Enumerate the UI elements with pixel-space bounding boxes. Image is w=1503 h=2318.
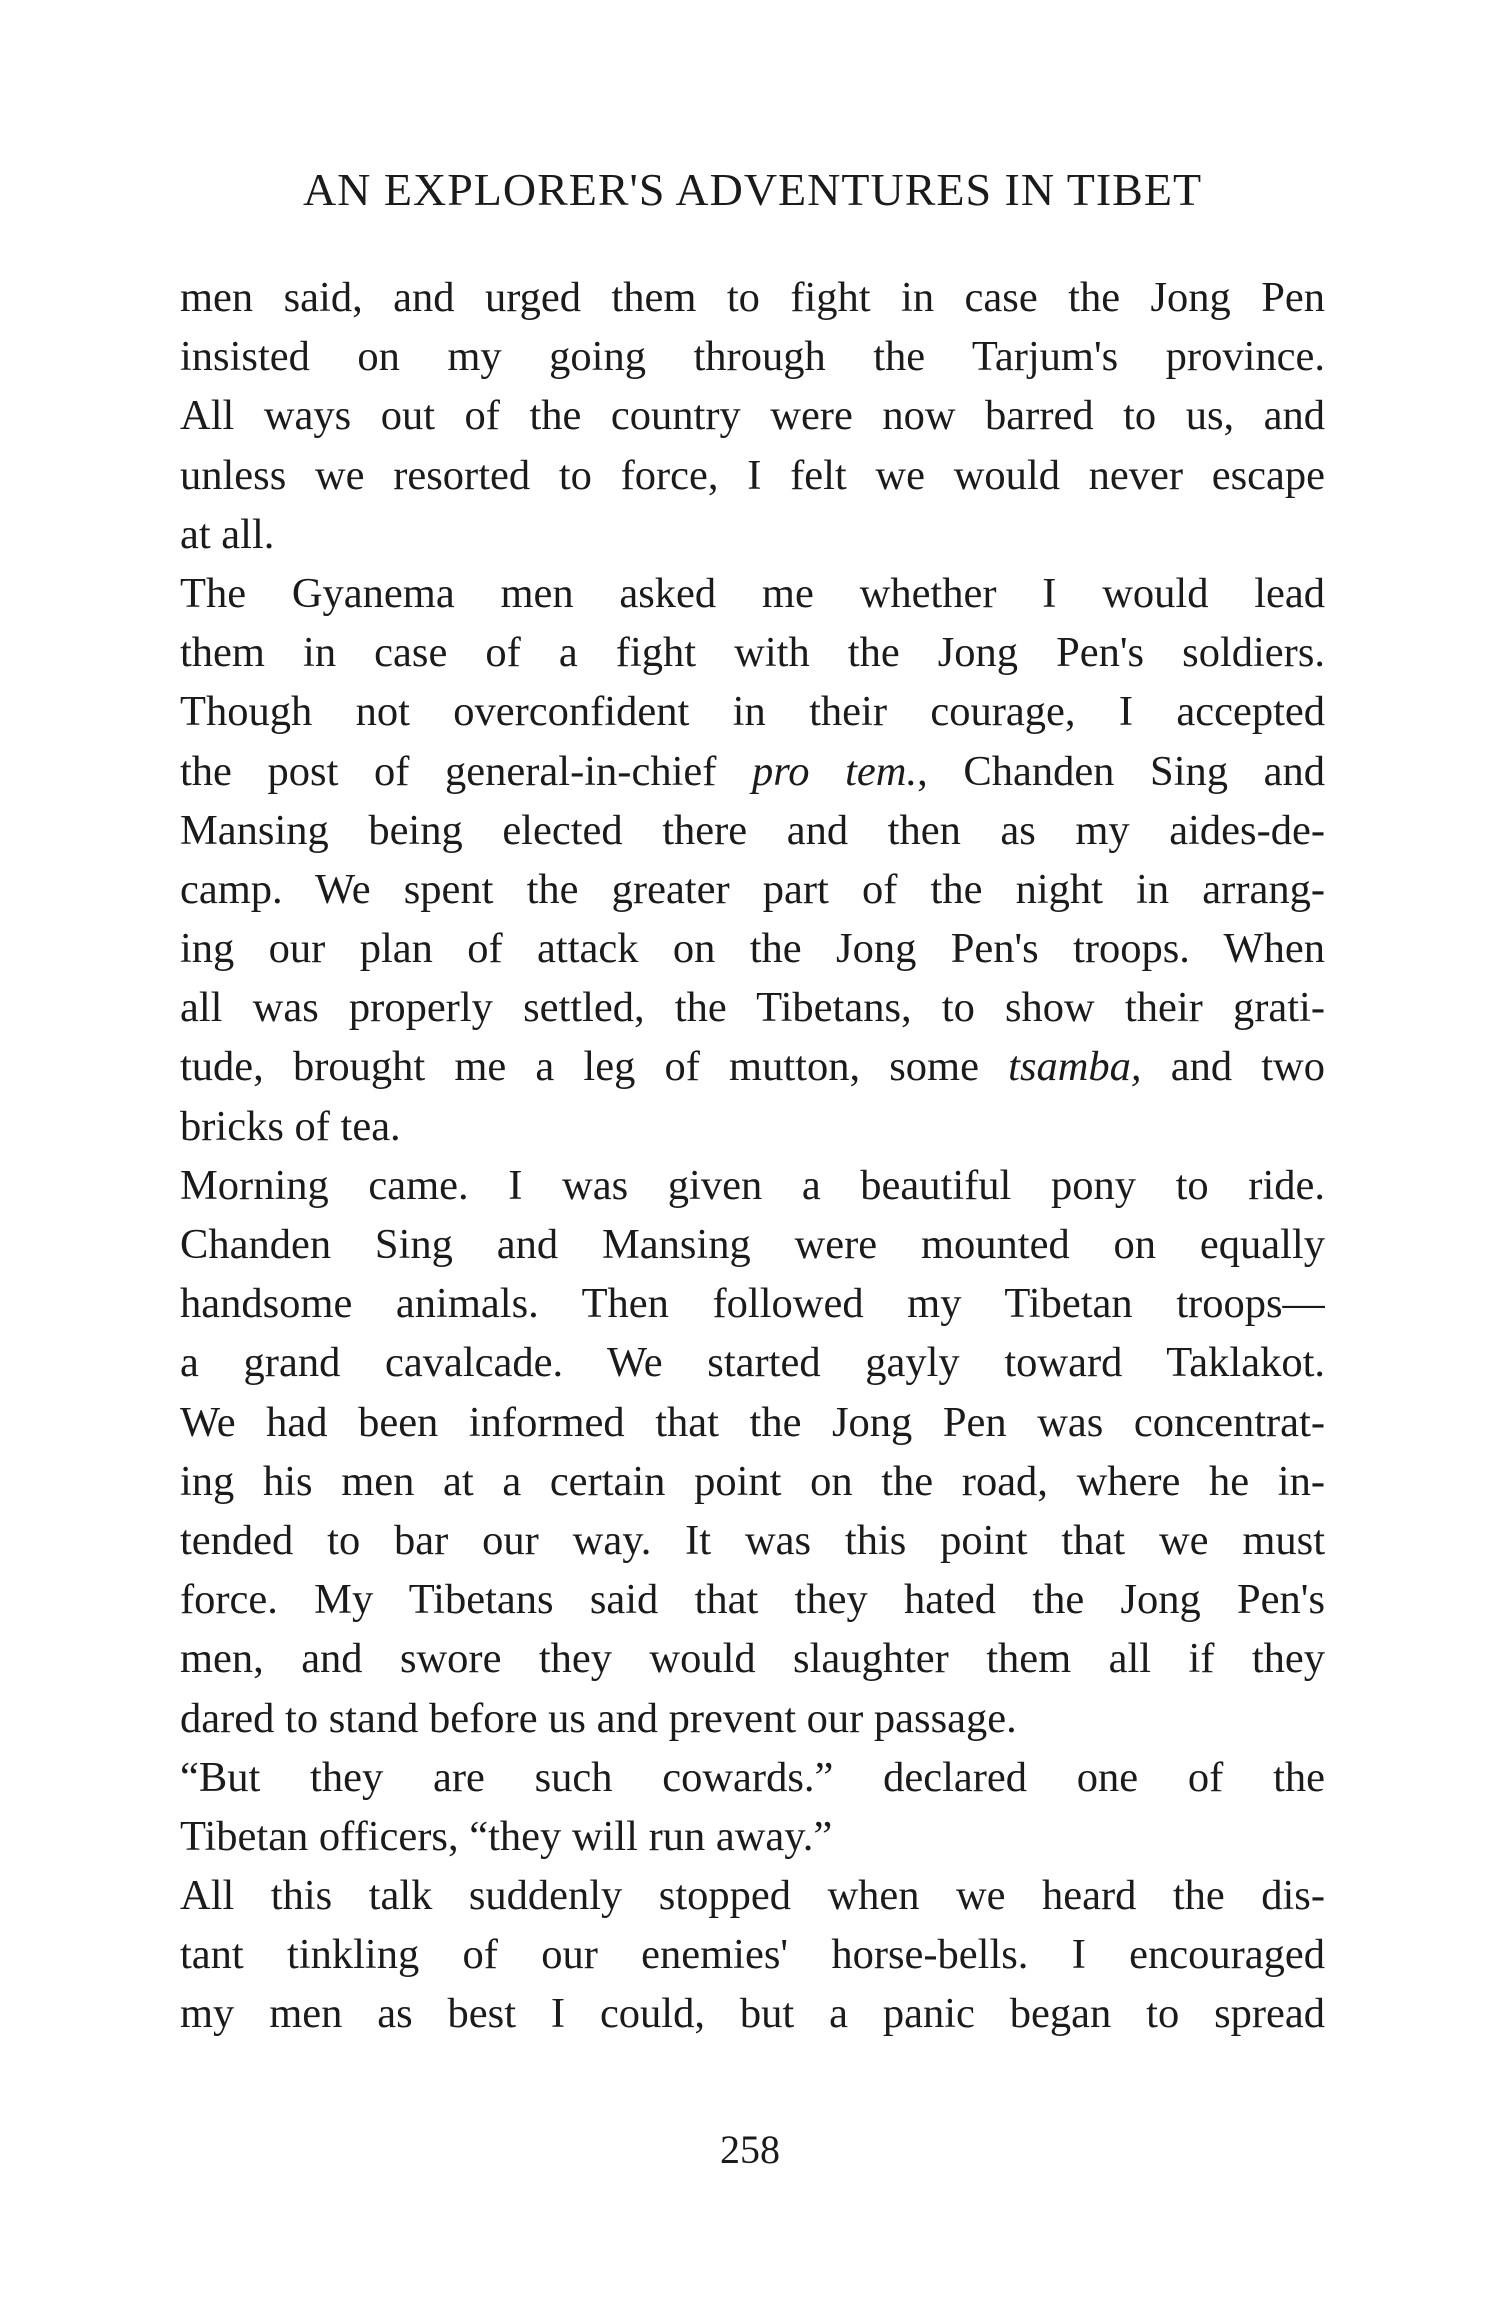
- text-fragment: and two: [1141, 1043, 1325, 1091]
- text-line: men, and swore they would slaughter them all if they: [180, 1635, 1325, 1683]
- text-line: ing our plan of attack on the Jong Pen's troops. When: [180, 925, 1325, 973]
- text-line: bricks of tea.: [180, 1102, 401, 1150]
- text-line: Chanden Sing and Mansing were mounted on equally: [180, 1221, 1325, 1268]
- text-line: unless we resorted to force, I felt we would never escape: [180, 451, 1325, 499]
- text-line: Morning came. I was given a beautiful pony to ride.: [180, 1161, 1325, 1209]
- text-line: “But they are such cowards.” declared one of the: [180, 1753, 1325, 1801]
- text-line: my men as best I could, but a panic began to spread: [180, 1990, 1325, 2038]
- text-line: them in case of a fight with the Jong Pen's soldiers.: [180, 629, 1325, 677]
- text-line: tant tinkling of our enemies' horse-bells. I encouraged: [180, 1931, 1325, 1979]
- text-line: camp. We spent the greater part of the night in arrang-: [180, 865, 1325, 913]
- text-fragment: the post of general-in-chief: [180, 747, 753, 795]
- text-fragment: tude, brought me a leg of mutton, some: [180, 1043, 1009, 1091]
- page-number: 258: [720, 2127, 780, 2172]
- text-line: tended to bar our way. It was this point that we must: [180, 1516, 1325, 1564]
- text-line-with-italic: [180, 742, 1325, 801]
- text-line: Though not overconfident in their courage, I accepted: [180, 688, 1325, 736]
- running-head: AN EXPLORER'S ADVENTURES IN TIBET: [302, 164, 1203, 215]
- text-line: at all.: [180, 510, 275, 558]
- text-line: Tibetan officers, “they will run away.”: [180, 1812, 833, 1860]
- text-fragment: , Chanden Sing and: [917, 747, 1325, 795]
- text-line: All ways out of the country were now barred to us, and: [180, 392, 1325, 440]
- text-line: handsome animals. Then followed my Tibetan troops—: [180, 1280, 1325, 1328]
- text-line: All this talk suddenly stopped when we heard the dis-: [180, 1872, 1325, 1920]
- text-line: ing his men at a certain point on the road, where he in-: [180, 1457, 1325, 1505]
- text-line: force. My Tibetans said that they hated the Jong Pen's: [180, 1576, 1325, 1624]
- text-line: dared to stand before us and prevent our passage.: [180, 1694, 1017, 1742]
- text-line-with-italic: [180, 1037, 1325, 1096]
- text-line: We had been informed that the Jong Pen was concentrat-: [180, 1398, 1325, 1446]
- text-line: The Gyanema men asked me whether I would lead: [180, 569, 1325, 617]
- body-text: [180, 268, 1325, 2044]
- text-line: a grand cavalcade. We started gayly toward Taklakot.: [180, 1339, 1325, 1387]
- text-line: insisted on my going through the Tarjum's province.: [180, 333, 1325, 381]
- text-line: men said, and urged them to fight in case the Jong Pen: [180, 274, 1325, 321]
- text-line: all was properly settled, the Tibetans, to show their grati-: [180, 984, 1325, 1032]
- italic-phrase: pro tem.: [752, 747, 918, 795]
- text-line: Mansing being elected there and then as my aides-de-: [180, 806, 1325, 854]
- italic-word: tsamba,: [1008, 1043, 1142, 1091]
